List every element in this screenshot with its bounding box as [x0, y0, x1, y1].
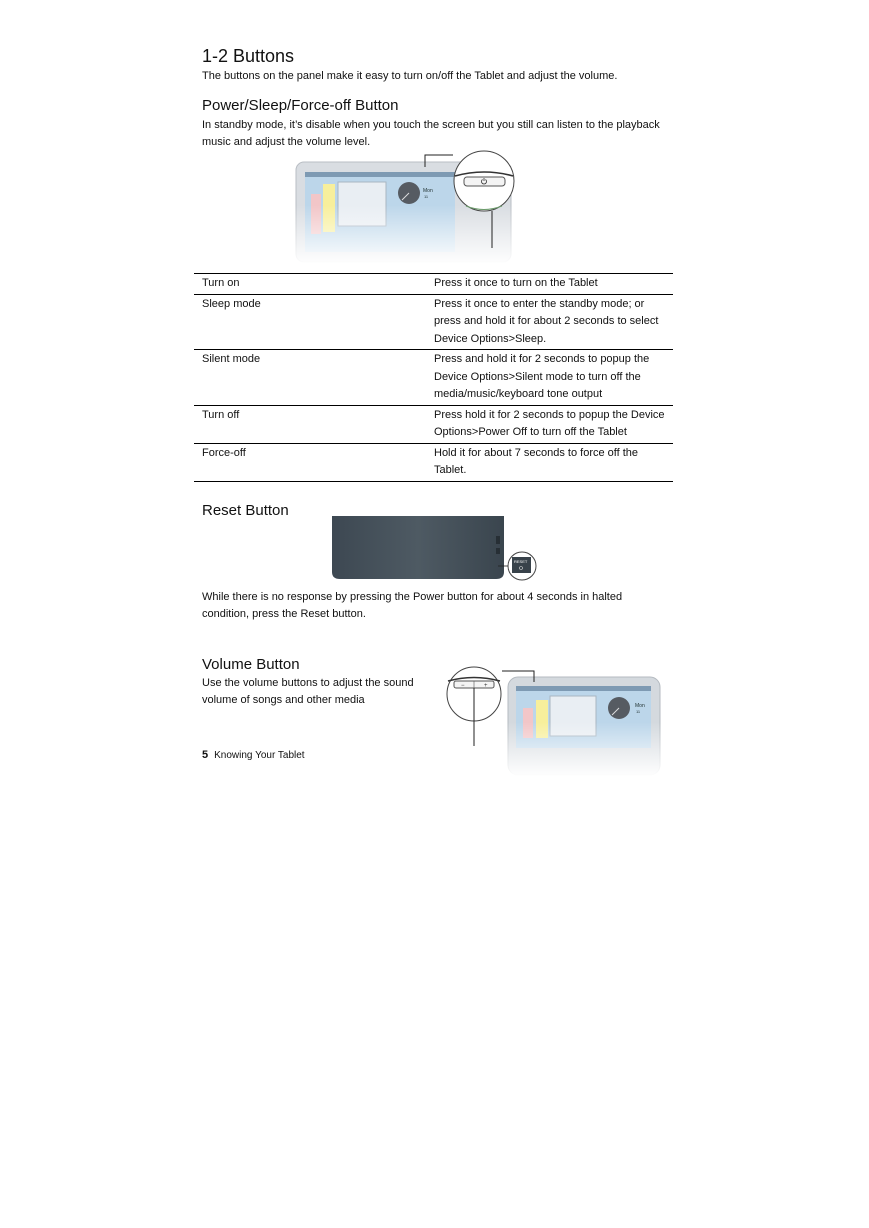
power-button-illustration [292, 150, 522, 265]
table-row [194, 294, 673, 350]
action-cell: Turn off [194, 405, 426, 443]
action-cell: Silent mode [194, 350, 426, 406]
chapter-title: Knowing Your Tablet [214, 750, 305, 761]
reset-heading: Reset Button [202, 502, 289, 519]
power-clock-day: Mon [423, 188, 433, 194]
reset-label: RESET [514, 559, 528, 564]
table-row [194, 443, 673, 481]
description-cell: Press hold it for 2 seconds to popup the Device Options>Power Off to turn off the Tablet [426, 405, 673, 443]
volume-button-illustration [446, 652, 668, 777]
volume-heading: Volume Button [202, 656, 300, 673]
power-button-actions-table [194, 273, 673, 482]
action-cell: Force-off [194, 443, 426, 481]
table-row [194, 274, 673, 295]
power-heading: Power/Sleep/Force-off Button [202, 97, 399, 114]
page-number: 5 [202, 749, 209, 761]
section-intro: The buttons on the panel make it easy to turn on/off the Tablet and adjust the volume. [202, 70, 618, 82]
table-row [194, 350, 673, 406]
volume-clock-date: 11 [636, 709, 641, 714]
action-cell: Turn on [194, 274, 426, 295]
section-title: 1-2 Buttons [202, 46, 295, 66]
action-cell: Sleep mode [194, 294, 426, 350]
volume-up-icon: + [484, 683, 488, 689]
description-cell: Press it once to turn on the Tablet [426, 274, 673, 295]
reset-button-illustration [330, 516, 542, 584]
description-cell: Press it once to enter the standby mode; or press and hold it for about 2 seconds to select Device Options>Sleep. [426, 294, 673, 350]
description-cell: Hold it for about 7 seconds to force off the Tablet. [426, 443, 673, 481]
page-footer [202, 749, 305, 761]
power-description: In standby mode, it’s disable when you touch the screen but you still can listen to the playback music and adjust the volume level. [202, 119, 660, 148]
description-cell: Press and hold it for 2 seconds to popup the Device Options>Silent mode to turn off the media/music/keyboard tone output [426, 350, 673, 406]
volume-down-icon: − [461, 683, 465, 689]
reset-description: While there is no response by pressing the Power button for about 4 seconds in halted condition, press the Reset button. [202, 591, 623, 620]
volume-clock-day: Mon [635, 703, 645, 709]
volume-description: Use the volume buttons to adjust the sound volume of songs and other media [202, 677, 414, 706]
table-row [194, 405, 673, 443]
power-clock-date: 11 [424, 194, 429, 199]
